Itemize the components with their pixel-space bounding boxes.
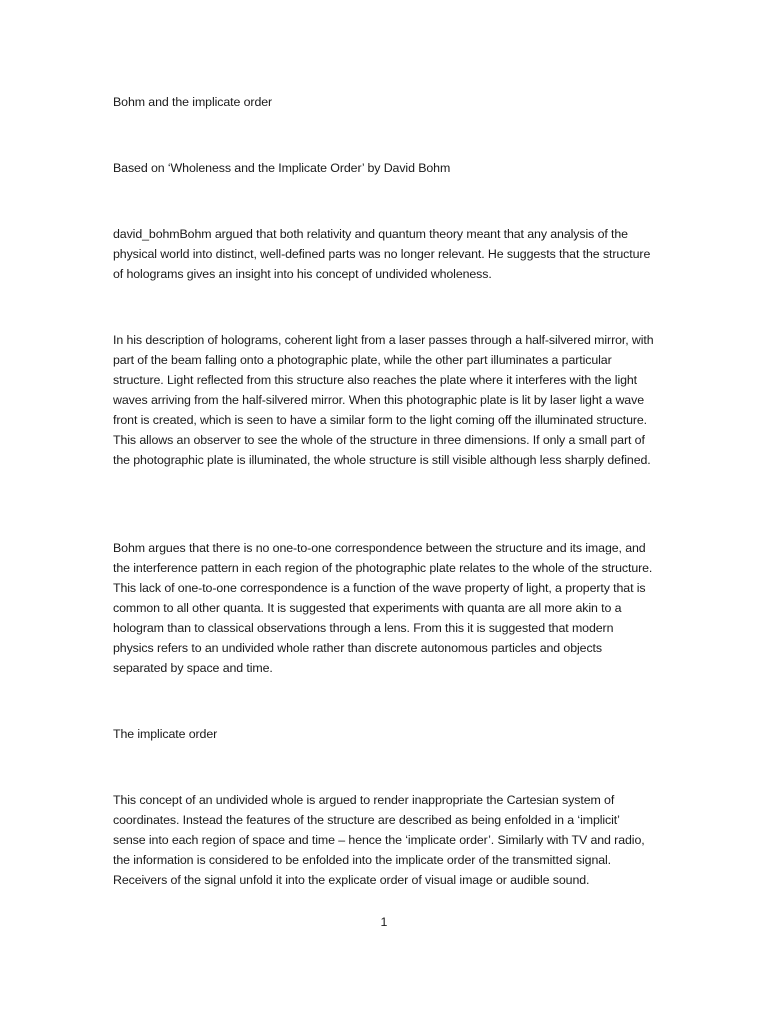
section-heading: The implicate order bbox=[113, 727, 218, 741]
paragraph-intro: david_bohmBohm argued that both relativity and quantum theory meant that any analysis of the physical world into distinct, well-defined parts was no longer relevant. He suggests that the structure of holograms gives an insight into his concept of undivided wholeness. bbox=[113, 227, 651, 281]
document-subtitle: Based on ‘Wholeness and the Implicate Order’ by David Bohm bbox=[113, 161, 451, 175]
document-title: Bohm and the implicate order bbox=[113, 95, 273, 109]
paragraph-undivided-whole: This concept of an undivided whole is argued to render inappropriate the Cartesian system of coordinates. Instead the features of the structure are described as being enfolded in a ‘implicit’ sense into each region of space and time – hence the ‘implicate order’. Similarly with TV and radio, the information is considered to be enfolded into the implicate order of the transmitted signal. Receivers of the signal unfold it into the explicate order of visual image or audible sound. bbox=[113, 793, 645, 887]
paragraph-correspondence: Bohm argues that there is no one-to-one correspondence between the structure and its image, and the interference pattern in each region of the photographic plate relates to the whole of the structure. This lack of one-to-one correspondence is a function of the wave property of light, a property that is common to all other quanta. It is suggested that experiments with quanta are all more akin to a hologram than to classical observations through a lens. From this it is suggested that modern physics refers to an undivided whole rather than discrete autonomous particles and objects separated by space and time. bbox=[113, 541, 653, 675]
page-number: 1 bbox=[380, 915, 388, 929]
paragraph-holograms: In his description of holograms, coherent light from a laser passes through a half-silvered mirror, with part of the beam falling onto a photographic plate, while the other part illuminates a particular structure. Light reflected from this structure also reaches the plate where it interferes with the light waves arriving from the half-silvered mirror. When this photographic plate is lit by laser light a wave front is created, which is seen to have a similar form to the light coming off the illuminated structure. This allows an observer to see the whole of the structure in three dimensions. If only a small part of the photographic plate is illuminated, the whole structure is still visible although less sharply defined. bbox=[113, 333, 654, 467]
